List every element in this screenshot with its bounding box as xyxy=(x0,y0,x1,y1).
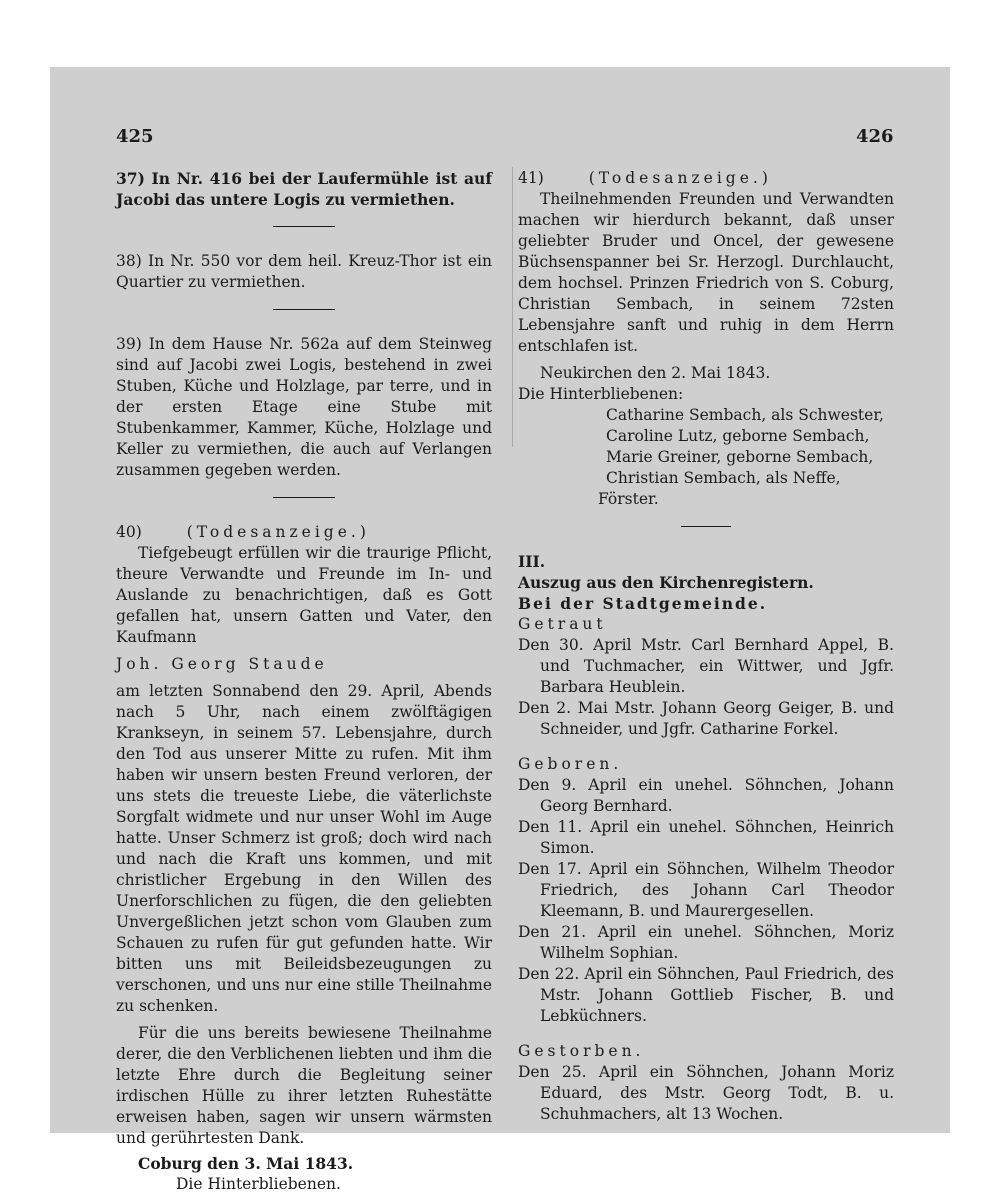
notice-41-title: (Todesanzeige.) xyxy=(588,169,772,187)
marriage-entry: Den 30. April Mstr. Carl Bernhard Appel, B. und Tuchmacher, ein Wittwer, und Jgfr. Barbara Heublein. xyxy=(518,636,894,696)
birth-entry: Den 21. April ein unehel. Söhnchen, Moriz Wilhelm Sophian. xyxy=(518,923,894,962)
right-column xyxy=(518,168,894,1125)
notice-37: 37) In Nr. 416 bei der Laufermühle ist auf Jacobi das untere Logis zu vermiethen. xyxy=(116,169,492,209)
marriage-entry: Den 2. Mai Mstr. Johann Georg Geiger, B. und Schneider, und Jgfr. Catharine Forkel. xyxy=(518,699,894,738)
notice-41-heading xyxy=(518,168,894,189)
notice-38: 38) In Nr. 550 vor dem heil. Kreuz-Thor ist ein Quartier zu vermiethen. xyxy=(116,252,492,291)
right-page-number: 426 xyxy=(856,126,894,147)
deceased-name: Joh. Georg Staude xyxy=(116,655,328,673)
notice-40-signature: Die Hinterbliebenen. xyxy=(176,1175,341,1193)
separator-rule xyxy=(273,309,335,310)
survivor-line: Catharine Sembach, als Schwester, xyxy=(606,406,884,424)
notice-40-thanks: Für die uns bereits bewiesene Theilnahme derer, die den Verblichenen liebten und ihm die letzte Ehre durch die Begleitung seiner irdischen Hülle zu ihrer letzten Ruhestätte erweisen haben, sagen wir unsern wärmsten und gerührtesten Dank. xyxy=(116,1024,492,1147)
birth-entry: Den 17. April ein Söhnchen, Wilhelm Theodor Friedrich, des Johann Carl Theodor Kleemann, B. und Maurergesellen. xyxy=(518,860,894,920)
notice-41-body: Theilnehmenden Freunden und Verwandten machen wir hierdurch bekannt, daß unser geliebter Bruder und Oncel, der gewesene Büchsenspanner bei Sr. Herzogl. Durchlaucht, dem hochsel. Prinzen Friedrich von S. Coburg, Christian Sembach, in seinem 72sten Lebensjahre sanft und ruhig in dem Herrn entschlafen ist. xyxy=(518,190,894,355)
notice-40-body: am letzten Sonnabend den 29. April, Abends nach 5 Uhr, nach einem zwölftägigen Krankseyn, in seinem 57. Lebensjahre, durch den Tod aus unserer Mitte zu rufen. Mit ihm haben wir unsern besten Freund verloren, der uns stets die treueste Liebe, die väterlichste Sorgfalt widmete und nur unser Wohl im Auge hatte. Unser Schmerz ist groß; doch wird nach und nach die Kraft uns kommen, und mit christlicher Ergebung in den Willen des Unerforschlichen zu fügen, die den geliebten Unvergeßlichen jetzt schon vom Glauben zum Schauen zu rufen für gut gefunden hatte. Wir bitten uns mit Beileidsbezeugungen zu verschonen, und uns nur eine stille Theilnahme zu schenken. xyxy=(116,682,492,1015)
section-number: III. xyxy=(518,552,546,571)
birth-entry: Den 11. April ein unehel. Söhnchen, Heinrich Simon. xyxy=(518,818,894,857)
notice-41-number: 41) xyxy=(518,169,544,187)
notice-40-intro: Tiefgebeugt erfüllen wir die traurige Pflicht, theure Verwandte und Freunde im In- und Auslande zu benachrichtigen, daß es Gott gefallen hat, unsern Gatten und Vater, den Kaufmann xyxy=(116,544,492,646)
notice-39: 39) In dem Hause Nr. 562a auf dem Steinweg sind auf Jacobi zwei Logis, bestehend in zwei Stuben, Küche und Holzlage, par terre, und in der ersten Etage eine Stube mit Stubenkammer, Kammer, Küche, Holzlage und Keller zu vermiethen, die auch auf Verlangen zusammen gegeben werden. xyxy=(116,335,492,479)
survivor-line: Caroline Lutz, geborne Sembach, xyxy=(606,427,870,445)
notice-40-number: 40) xyxy=(116,523,142,541)
separator-rule xyxy=(681,526,731,527)
getraut-label: Getraut xyxy=(518,615,607,633)
geboren-label: Geboren. xyxy=(518,755,623,773)
gestorben-label: Gestorben. xyxy=(518,1042,645,1060)
survivor-occupation: Förster. xyxy=(598,490,659,508)
birth-entry: Den 9. April ein unehel. Söhnchen, Johann Georg Bernhard. xyxy=(518,776,894,815)
notice-40-title: (Todesanzeige.) xyxy=(186,523,370,541)
notice-40-heading xyxy=(116,522,492,543)
survivors-title: Die Hinterbliebenen: xyxy=(518,385,684,403)
left-column xyxy=(116,168,492,1195)
birth-entry: Den 22. April ein Söhnchen, Paul Friedrich, des Mstr. Johann Gottlieb Fischer, B. und Lebküchners. xyxy=(518,965,894,1025)
notice-40-place-date: Coburg den 3. Mai 1843. xyxy=(138,1154,354,1173)
section-title: Auszug aus den Kirchenregistern. xyxy=(518,573,814,592)
column-divider xyxy=(512,167,513,447)
left-page-number: 425 xyxy=(116,126,154,147)
separator-rule xyxy=(273,226,335,227)
separator-rule xyxy=(273,497,335,498)
survivor-line: Christian Sembach, als Neffe, xyxy=(606,469,841,487)
death-entry: Den 25. April ein Söhnchen, Johann Moriz Eduard, des Mstr. Georg Todt, B. u. Schuhmachers, alt 13 Wochen. xyxy=(518,1063,894,1123)
parish-heading: Bei der Stadtgemeinde. xyxy=(518,594,768,613)
notice-41-place-date: Neukirchen den 2. Mai 1843. xyxy=(540,364,771,382)
survivor-line: Marie Greiner, geborne Sembach, xyxy=(606,448,874,466)
